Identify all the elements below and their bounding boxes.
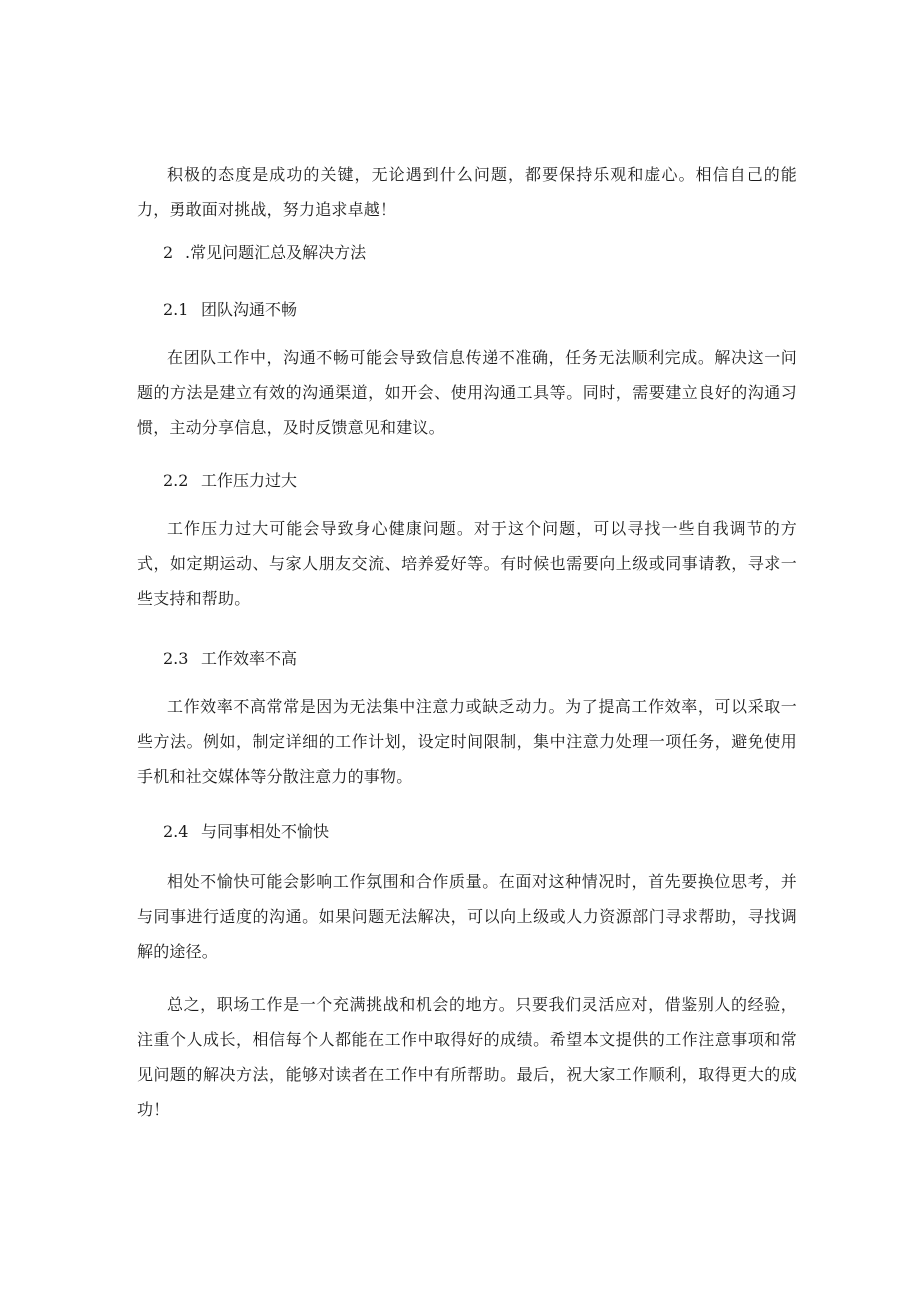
- subsection-number: 2.4: [163, 822, 189, 841]
- section-number: 2: [163, 243, 174, 262]
- subsection-body-2-2: 工作压力过大可能会导致身心健康问题。对于这个问题，可以寻找一些自我调节的方式，如定期运动、与家人朋友交流、培养爱好等。有时候也需要向上级或同事请教，寻求一些支持和帮助。: [137, 519, 797, 608]
- subsection-title: 与同事相处不愉快: [201, 822, 330, 841]
- subsection-heading-2-2: [163, 470, 297, 492]
- section-heading: [163, 242, 366, 264]
- section-title: .常见问题汇总及解决方法: [185, 243, 367, 262]
- subsection-title: 工作压力过大: [201, 471, 298, 490]
- subsection-number: 2.3: [163, 649, 189, 668]
- subsection-body-2-4: 相处不愉快可能会影响工作氛围和合作质量。在面对这种情况时，首先要换位思考，并与同事进行适度的沟通。如果问题无法解决，可以向上级或人力资源部门寻求帮助，寻找调解的途径。: [137, 872, 797, 961]
- intro-paragraph: 积极的态度是成功的关键，无论遇到什么问题，都要保持乐观和虚心。相信自己的能力，勇敢面对挑战，努力追求卓越！: [137, 165, 797, 219]
- subsection-body-2-3: 工作效率不高常常是因为无法集中注意力或缺乏动力。为了提高工作效率，可以采取一些方法。例如，制定详细的工作计划，设定时间限制，集中注意力处理一项任务，避免使用手机和社交媒体等分散注意力的事物。: [137, 697, 797, 786]
- subsection-title: 工作效率不高: [201, 649, 298, 668]
- subsection-number: 2.1: [163, 300, 189, 319]
- subsection-heading-2-1: [163, 299, 297, 321]
- subsection-number: 2.2: [163, 471, 189, 490]
- subsection-heading-2-4: [163, 821, 329, 843]
- conclusion-paragraph: 总之，职场工作是一个充满挑战和机会的地方。只要我们灵活应对，借鉴别人的经验，注重个人成长，相信每个人都能在工作中取得好的成绩。希望本文提供的工作注意事项和常见问题的解决方法，能够对读者在工作中有所帮助。最后，祝大家工作顺利，取得更大的成功！: [137, 995, 797, 1119]
- subsection-heading-2-3: [163, 648, 297, 670]
- subsection-body-2-1: 在团队工作中，沟通不畅可能会导致信息传递不准确，任务无法顺利完成。解决这一问题的方法是建立有效的沟通渠道，如开会、使用沟通工具等。同时，需要建立良好的沟通习惯，主动分享信息，及时反馈意见和建议。: [137, 348, 797, 437]
- subsection-title: 团队沟通不畅: [201, 300, 298, 319]
